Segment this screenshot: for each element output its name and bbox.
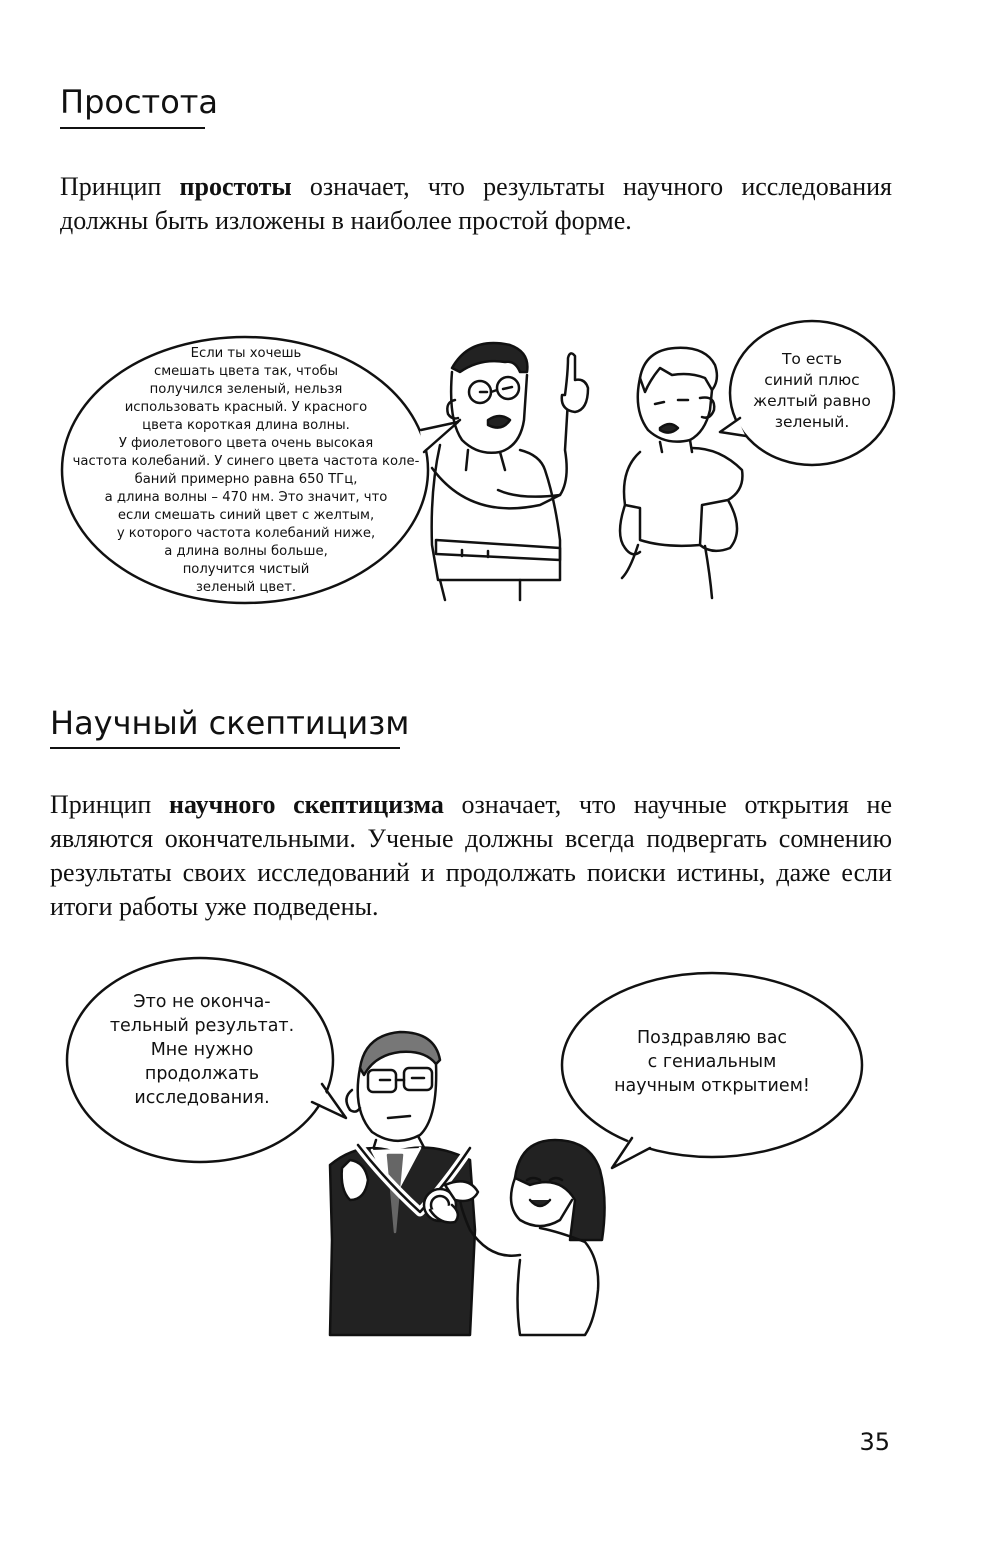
heading-underline	[50, 747, 400, 749]
bubble-line: тельный результат.	[109, 1016, 295, 1036]
bubble-line: продолжать	[144, 1064, 260, 1084]
section-heading-simplicity: Простота	[60, 83, 219, 121]
bubble-line: зеленый цвет.	[195, 580, 297, 595]
bubble-line: Поздравляю вас	[636, 1028, 788, 1048]
congratulation-bubble-text	[592, 1026, 832, 1098]
bubble-line: у которого частота колебаний ниже,	[116, 526, 376, 541]
bubble-line: научным открытием!	[614, 1076, 810, 1096]
bubble-line: У фиолетового цвета очень высокая	[118, 436, 374, 451]
paragraph-text: означает, что научные открытия не являются окончательными. Ученые должны всегда подвергать сомнению результаты своих исследований и продолжать поиски истины, даже если итоги работы уже подведены.	[50, 790, 892, 921]
bubble-line: желтый равно	[753, 392, 871, 410]
summary-bubble-text	[740, 349, 884, 433]
bubble-line: синий плюс	[764, 371, 860, 389]
bubble-line: использовать красный. У красного	[124, 400, 368, 415]
bubble-line: Мне нужно	[150, 1040, 254, 1060]
explanation-bubble-text	[66, 345, 426, 597]
bubble-line: если смешать синий цвет с желтым,	[117, 508, 375, 523]
paragraph-skepticism	[50, 788, 892, 924]
bubble-line: смешать цвета так, чтобы	[153, 364, 339, 379]
paragraph-text: Принцип	[60, 172, 180, 201]
man-with-glasses-figure	[432, 343, 588, 600]
bubble-line: То есть	[781, 350, 843, 368]
boy-figure	[620, 348, 742, 598]
bubble-line: получился зеленый, нельзя	[149, 382, 343, 397]
bubble-line: а длина волны больше,	[164, 544, 328, 559]
page-number: 35	[859, 1428, 890, 1456]
bubble-line: цвета короткая длина волны.	[142, 418, 350, 433]
bubble-line: получится чистый	[182, 562, 310, 577]
bubble-line: частота колебаний. У синего цвета частота коле-	[72, 454, 420, 469]
bubble-line: зеленый.	[774, 413, 850, 431]
paragraph-bold-term: научного скептицизма	[169, 790, 444, 819]
paragraph-text: Принцип	[50, 790, 170, 819]
bubble-line: Если ты хочешь	[190, 346, 302, 361]
paragraph-bold-term: простоты	[179, 172, 292, 201]
bubble-line: баний примерно равна 650 ТГц,	[134, 472, 358, 487]
bubble-line: Это не оконча-	[133, 992, 271, 1012]
scientist-bubble-text	[92, 990, 312, 1110]
paragraph-text: означает, что результаты научного исследования должны быть изложены в наиболее простой форме.	[60, 172, 892, 235]
section-heading-skepticism: Научный скептицизм	[50, 704, 410, 742]
bubble-line: с гениальным	[647, 1052, 777, 1072]
bubble-line: а длина волны – 470 нм. Это значит, что	[104, 490, 388, 505]
bubble-line: исследования.	[134, 1088, 270, 1108]
